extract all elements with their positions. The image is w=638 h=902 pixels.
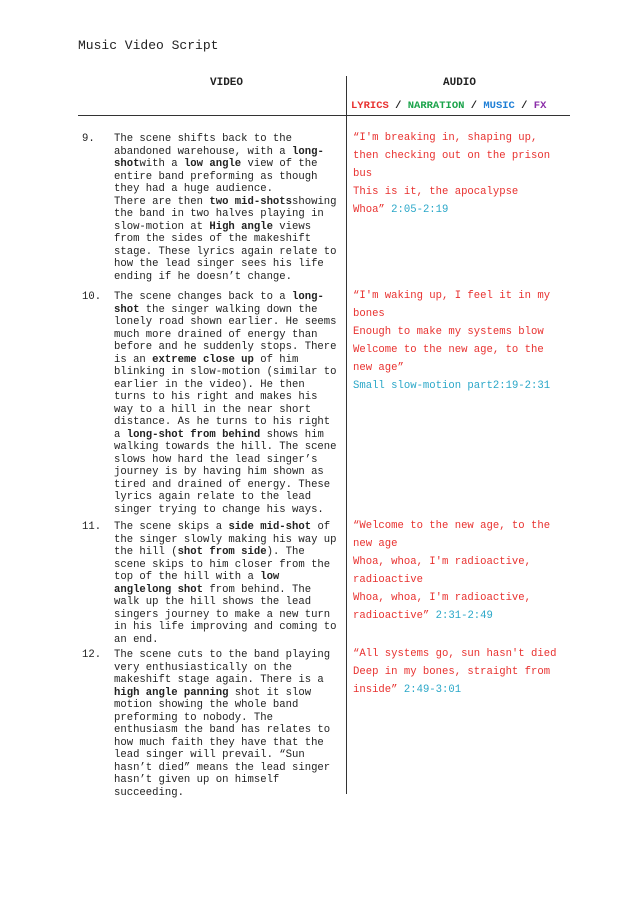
lyric-line [353,607,571,625]
lyric-text: Whoa, whoa, I'm radioactive, [353,592,532,604]
lyric-text: then checking out on the prison [353,150,551,162]
scene-audio-lyrics [353,645,571,699]
lyric-line [353,323,571,341]
shot-term: long-shot [114,145,324,170]
shot-term: long-shot [114,291,324,316]
scene-video-description [114,521,342,646]
description-text: of him blinking in slow-motion (similar to earlier in the video). He then turns to his right and makes his way to a hill in the near short distance. As he turns to his right a [114,353,337,441]
description-text: the singer walking down the lonely road shown earlier. He seems much more drained of energy than before and he suddenly stops. There is an [114,303,337,366]
audio-note: Small slow-motion part [353,380,493,392]
lyric-text: bones [353,308,385,320]
scene-number: 11. [82,521,102,533]
lyric-text: “All systems go, sun hasn't died [353,648,557,660]
header-rule [78,115,570,116]
shot-term: high angle panning [114,686,229,699]
shot-term: High angle [209,220,273,233]
description-text: showing the band in two halves playing in slow-motion at [114,195,337,233]
lyric-text: radioactive [353,574,423,586]
scene-video-description [114,291,342,516]
lyric-text: inside” [353,684,398,696]
lyric-line [353,589,571,607]
tag-separator: / [514,100,534,112]
tag-music: MUSIC [483,100,515,112]
lyric-text: bus [353,168,373,180]
description-text: from behind. The walk up the hill shows the lead singers journey to make a new turn in his life improving and coming to an end. [114,583,337,646]
description-text: shows him walking towards the hill. The scene slows how hard the lead singer’s journey is by having him shown as tired and drained of energy. These lyrics again relate to the lead singer trying to change his ways. [114,428,337,516]
scene-audio-lyrics [353,287,571,395]
lyric-text: “I'm waking up, I feel it in my [353,290,551,302]
shot-term: extreme close up [152,353,254,366]
timestamp: 2:31-2:49 [429,610,493,622]
lyric-text: new age [353,538,398,550]
lyric-line [353,663,571,681]
lyric-text: This is it, the apocalypse [353,186,519,198]
scene-audio-lyrics [353,129,571,219]
timestamp: 2:49-3:01 [397,684,462,696]
lyric-text: radioactive” [353,610,430,622]
shot-term: low anglelong shot [114,571,280,596]
lyric-text: Whoa, whoa, I'm radioactive, [353,556,532,568]
lyric-line [353,681,571,699]
description-text: of the singer slowly making his way up the hill ( [114,521,337,558]
page-title: Music Video Script [78,38,219,53]
lyric-text: Enough to make my systems blow [353,326,544,338]
shot-term: two mid-shots [209,195,293,208]
lyric-text: “Welcome to the new age, to the [353,520,551,532]
tag-lyrics: LYRICS [351,100,389,112]
lyric-line [353,165,571,183]
lyric-line [353,147,571,165]
shot-term: low angle [183,158,242,170]
lyric-text: Welcome to the new age, to the [353,344,544,356]
description-text: The scene shifts back to the abandoned warehouse, with a [114,133,293,158]
lyric-text: Deep in my bones, straight from [353,666,551,678]
audio-column-header: AUDIO [443,77,477,89]
video-column-header: VIDEO [210,77,244,89]
scene-audio-lyrics [353,517,571,625]
scene-number: 10. [82,291,102,303]
description-text: ). The scene skips to him closer from the top of the hill with a [114,546,331,583]
lyric-line [353,571,571,589]
timestamp: 2:05-2:19 [384,204,449,216]
scene-video-description [114,649,342,799]
lyric-line [353,377,571,395]
lyric-line [353,359,571,377]
tag-narration: NARRATION [407,100,465,112]
tag-separator: / [464,100,484,112]
shot-term: side mid-shot [228,521,312,533]
lyric-text: Whoa” [353,204,385,216]
lyric-line [353,129,571,147]
description-text: with a [139,158,184,170]
lyric-line [353,201,571,219]
audio-tag-legend [351,100,546,112]
tag-separator: / [388,100,408,112]
description-text: The scene changes back to a [114,291,293,303]
scene-number: 9. [82,133,95,145]
lyric-text: “I'm breaking in, shaping up, [353,132,538,144]
description-text: The scene cuts to the band playing very enthusiastically on the makeshift stage again. There is a [114,649,331,686]
lyric-line [353,645,571,663]
description-text: The scene skips a [114,521,229,533]
shot-term: shot from side [177,546,267,558]
description-text: views from the sides of the makeshift stage. These lyrics again relate to how the lead singer sees his life ending if he doesn’t change. [114,220,337,283]
shot-term: long-shot from behind [126,428,261,441]
tag-fx: FX [533,100,547,112]
lyric-line [353,287,571,305]
lyric-line [353,341,571,359]
lyric-text: new age” [353,362,404,374]
lyric-line [353,553,571,571]
timestamp: 2:19-2:31 [492,380,551,392]
description-text: view of the entire band preforming as though they had a huge audience. There are then [114,158,318,208]
lyric-line [353,305,571,323]
lyric-line [353,183,571,201]
scene-number: 12. [82,649,102,661]
scene-video-description [114,133,342,283]
lyric-line [353,535,571,553]
column-divider [346,76,347,794]
lyric-line [353,517,571,535]
description-text: shot it slow motion showing the whole band preforming to nobody. The enthusiasm the band has relates to how much faith they have that the lead singer will prevail. “Sun hasn’t died” means the lead singer hasn’t given up on himself succeeding. [114,686,331,799]
